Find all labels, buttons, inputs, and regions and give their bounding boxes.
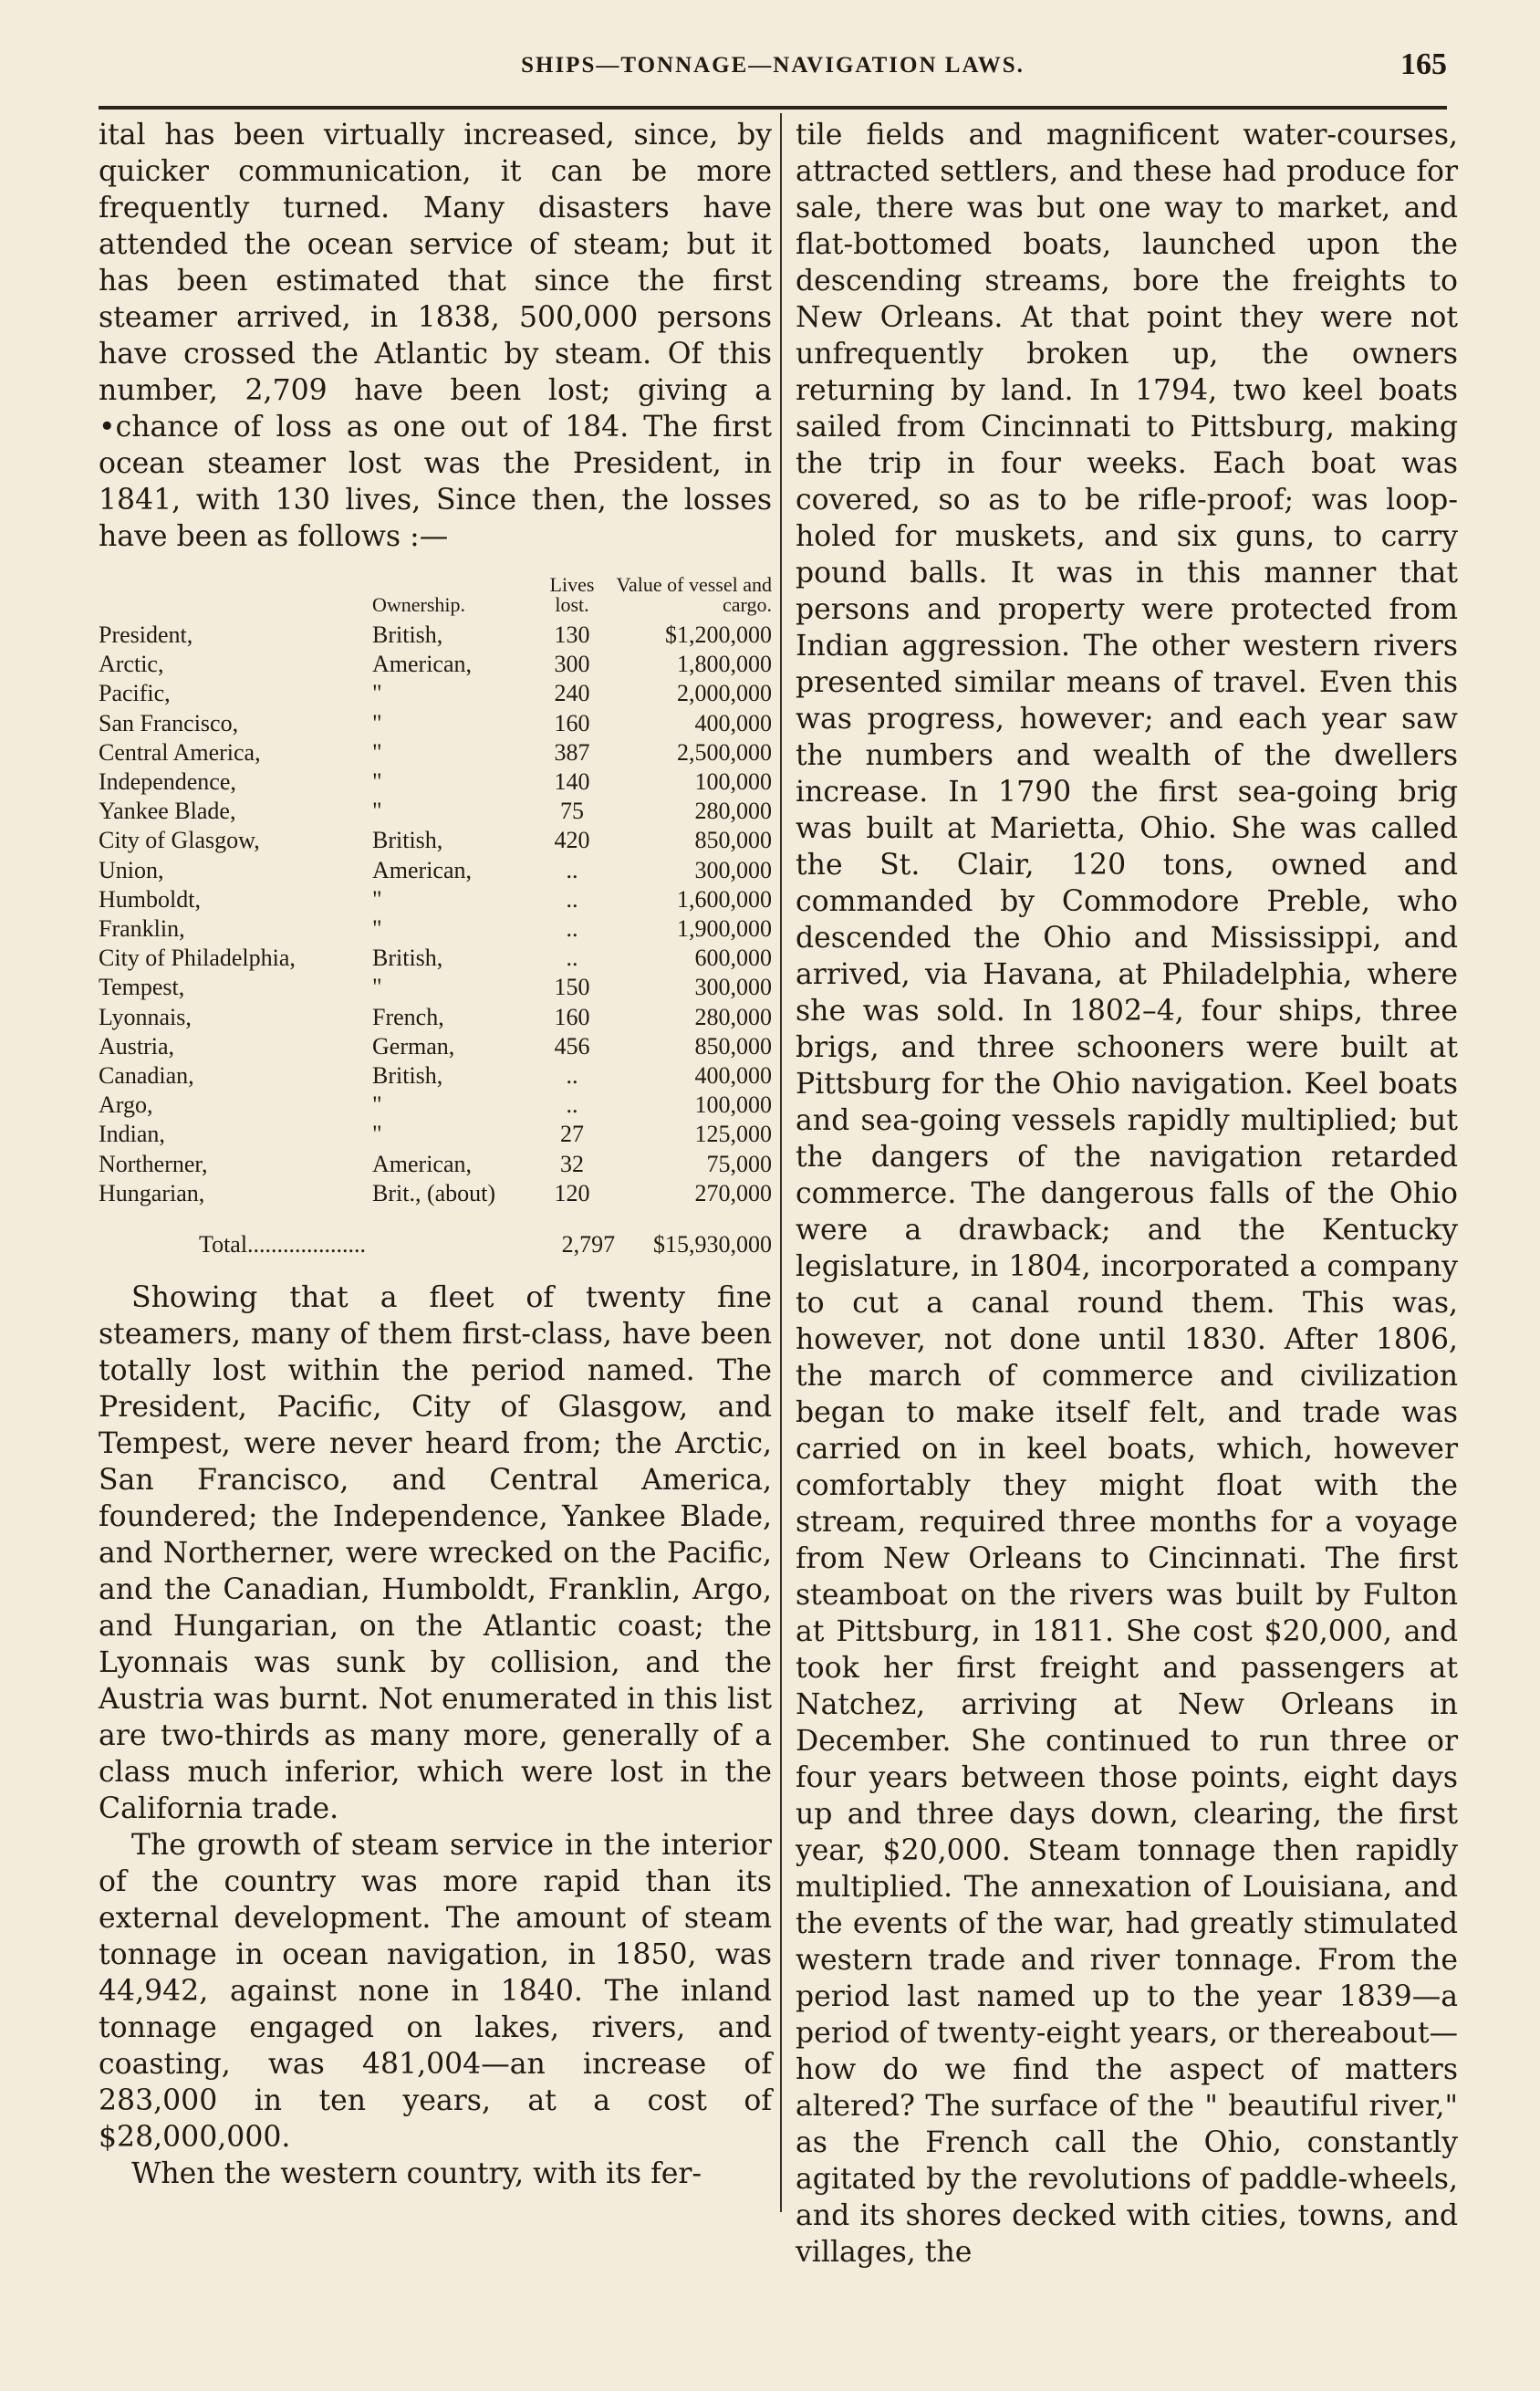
vessel-value: 300,000: [694, 856, 772, 883]
vessel-value: 280,000: [694, 1003, 772, 1030]
table-row: [99, 1061, 772, 1091]
table-row: [99, 650, 772, 679]
ship-name: Independence,: [99, 768, 236, 796]
vessel-value: 270,000: [694, 1179, 772, 1206]
vessel-value: 600,000: [694, 945, 772, 972]
table-row: [99, 1179, 772, 1208]
vessel-value: 1,900,000: [677, 915, 772, 943]
page-header: [99, 47, 1447, 88]
table-row: [99, 944, 772, 973]
vessel-value: 280,000: [694, 798, 772, 825]
ship-name: Pacific,: [99, 680, 171, 707]
lives-lost: ..: [566, 1062, 578, 1090]
table-header-ownership: Ownership.: [372, 593, 466, 616]
vessel-value: 2,000,000: [677, 680, 772, 707]
ship-ownership: American,: [372, 1150, 473, 1177]
vessel-value: 75,000: [706, 1150, 772, 1177]
ship-name: Indian,: [99, 1121, 165, 1148]
table-row: [99, 856, 772, 885]
lives-lost: ..: [566, 885, 578, 913]
table-row: [99, 1150, 772, 1179]
ship-ownership: Brit., (about): [372, 1179, 496, 1206]
ship-name: Lyonnais,: [99, 1003, 192, 1030]
losses-table: [99, 575, 772, 1208]
lives-lost: 456: [554, 1032, 590, 1060]
ship-name: Tempest,: [99, 974, 185, 1001]
ship-ownership: British,: [372, 945, 443, 972]
lives-lost: 420: [554, 827, 590, 854]
vessel-value: 1,600,000: [677, 885, 772, 913]
ship-ownership: ": [372, 1121, 382, 1148]
vessel-value: 125,000: [694, 1121, 772, 1148]
ship-ownership: ": [372, 768, 382, 796]
table-header-row: [99, 575, 772, 621]
vessel-value: 850,000: [694, 827, 772, 854]
lives-lost: 300: [554, 651, 590, 678]
paragraph: When the western country, with its fer-: [131, 2157, 702, 2191]
table-header-value: Value of vessel and cargo.: [616, 573, 772, 616]
ship-ownership: ": [372, 1091, 382, 1119]
ship-ownership: British,: [372, 1062, 443, 1090]
ship-name: Central America,: [99, 738, 261, 766]
lives-lost: 387: [554, 738, 590, 766]
vessel-value: 400,000: [694, 709, 772, 736]
left-column: [99, 117, 772, 2192]
lives-lost: 130: [554, 621, 590, 648]
ship-ownership: French,: [372, 1003, 444, 1030]
table-row: [99, 885, 772, 914]
paragraph: The growth of steam service in the interior of the country was more rapid than its external development. The amount of steam tonnage in ocean navigation, in 1850, was 44,942, against none in 1840. The inland tonnage engaged on lakes, rivers, and coasting, was 481,004—an increase of 283,000 in ten years, at a cost of $28,000,000.: [99, 1829, 772, 2155]
lives-lost: 160: [554, 709, 590, 736]
ship-name: Canadian,: [99, 1062, 194, 1090]
ship-name: City of Glasgow,: [99, 827, 260, 854]
ship-name: Union,: [99, 856, 164, 883]
paragraph: tile fields and magnificent water-courses, attracted settlers, and these had produce for sale, there was but one way to market, and flat-bottomed boats, launched upon the descending streams, bore the freights to New Orleans. At that point they were not unfrequently broken up, the owners returning by land. In 1794, two keel boats sailed from Cincinnati to Pittsburg, making the trip in four weeks. Each boat was covered, so as to be rifle-proof; was loop-holed for muskets, and six guns, to carry pound balls. It was in this manner that persons and property were protected from Indian aggression. The other western rivers presented similar means of travel. Even this was progress, however; and each year saw the numbers and wealth of the dwellers increase. In 1790 the first sea-going brig was built at Marietta, Ohio. She was called the St. Clair, 120 tons, owned and commanded by Commodore Preble, who descended the Ohio and Mississippi, and arrived, via Havana, at Philadelphia, where she was sold. In 1802–4, four ships, three brigs, and three schooners were built at Pittsburg for the Ohio navigation. Keel boats and sea-going vessels rapidly multiplied; but the dangers of the navigation retarded commerce. The dangerous falls of the Ohio were a drawback; and the Kentucky legislature, in 1804, incorporated a company to cut a canal round them. This was, however, not done until 1830. After 1806, the march of commerce and civilization began to make itself felt, and trade was carried on in keel boats, which, however comfortably they might float with the stream, required three months for a voyage from New Orleans to Cincinnati. The first steamboat on the rivers was built by Fulton at Pittsburg, in 1811. She cost $20,000, and took her first freight and passengers at Natchez, arriving at New Orleans in December. She continued to run three or four years between those points, eight days up and three days down, clearing, the first year, $20,000. Steam tonnage then rapidly multiplied. The annexation of Louisiana, and the events of the war, had greatly stimulated western trade and river tonnage. From the period last named up to the year 1839—a period of twenty-eight years, or thereabout—how do we find the aspect of matters altered? The surface of the " beautiful river," as the French call the Ohio, constantly agitated by the revolutions of paddle-wheels, and its shores decked with cities, towns, and villages, the: [796, 119, 1458, 2269]
lives-lost: 32: [560, 1150, 584, 1177]
ship-ownership: ": [372, 974, 382, 1001]
lives-lost: ..: [566, 915, 578, 943]
table-row: [99, 797, 772, 826]
table-row: [99, 826, 772, 855]
lives-lost: ..: [566, 1091, 578, 1119]
ship-name: City of Philadelphia,: [99, 945, 296, 972]
table-row: [99, 973, 772, 1002]
ship-ownership: ": [372, 885, 382, 913]
vessel-value: $1,200,000: [665, 621, 772, 648]
ship-name: President,: [99, 621, 193, 648]
ship-ownership: British,: [372, 621, 443, 648]
total-value: $15,930,000: [653, 1231, 772, 1258]
ship-name: San Francisco,: [99, 709, 239, 736]
total-lives: 2,797: [561, 1231, 616, 1258]
ship-ownership: ": [372, 709, 382, 736]
ship-name: Argo,: [99, 1091, 153, 1119]
lives-lost: ..: [566, 856, 578, 883]
ship-name: Hungarian,: [99, 1179, 205, 1206]
ship-ownership: American,: [372, 856, 473, 883]
ship-ownership: British,: [372, 827, 443, 854]
lives-lost: 27: [560, 1121, 584, 1148]
lives-lost: 240: [554, 680, 590, 707]
lives-lost: 150: [554, 974, 590, 1001]
lives-lost: 160: [554, 1003, 590, 1030]
lives-lost: 75: [560, 798, 584, 825]
table-row: [99, 767, 772, 797]
ship-ownership: German,: [372, 1032, 455, 1060]
total-label: Total....................: [199, 1231, 367, 1258]
ship-ownership: ": [372, 680, 382, 707]
table-row: [99, 914, 772, 944]
right-column: [796, 117, 1458, 2271]
ship-ownership: ": [372, 798, 382, 825]
lives-lost: ..: [566, 945, 578, 972]
header-rule: [99, 106, 1447, 110]
vessel-value: 300,000: [694, 974, 772, 1001]
table-row: [99, 679, 772, 708]
paragraph: ital has been virtually increased, since, by quicker communication, it can be more frequently turned. Many disasters have attended the ocean service of steam; but it has been estimated that since the first steamer arrived, in 1838, 500,000 persons have crossed the Atlantic by steam. Of this number, 2,709 have been lost; giving a •chance of loss as one out of 184. The first ocean steamer lost was the President, in 1841, with 130 lives, Since then, the losses have been as follows :—: [99, 119, 772, 553]
table-row: [99, 1003, 772, 1032]
ship-name: Humboldt,: [99, 885, 201, 913]
vessel-value: 1,800,000: [677, 651, 772, 678]
lives-lost: 120: [554, 1179, 590, 1206]
ship-ownership: American,: [372, 651, 473, 678]
paragraph: Showing that a fleet of twenty fine steamers, many of them first-class, have been totally lost within the period named. The President, Pacific, City of Glasgow, and Tempest, were never heard from; the Arctic, San Francisco, and Central America, foundered; the Independence, Yankee Blade, and Northerner, were wrecked on the Pacific, and the Canadian, Humboldt, Franklin, Argo, and Hungarian, on the Atlantic coast; the Lyonnais was sunk by collision, and the Austria was burnt. Not enumerated in this list are two-thirds as many more, generally of a class much inferior, which were lost in the California trade.: [99, 1281, 772, 1826]
vessel-value: 100,000: [694, 1091, 772, 1119]
table-header-name: [99, 575, 372, 621]
table-total-row: [99, 1227, 772, 1263]
table-row: [99, 1032, 772, 1061]
page-number: 165: [1400, 47, 1447, 81]
column-divider: [780, 113, 782, 2212]
ship-name: Franklin,: [99, 915, 185, 943]
vessel-value: 850,000: [694, 1032, 772, 1060]
table-row: [99, 709, 772, 738]
ship-ownership: ": [372, 738, 382, 766]
running-title: SHIPS—TONNAGE—NAVIGATION LAWS.: [521, 53, 1025, 78]
ship-name: Austria,: [99, 1032, 175, 1060]
table-row: [99, 1091, 772, 1120]
vessel-value: 2,500,000: [677, 738, 772, 766]
table-row: [99, 1120, 772, 1149]
ship-name: Northerner,: [99, 1150, 208, 1177]
vessel-value: 100,000: [694, 768, 772, 796]
ship-ownership: ": [372, 915, 382, 943]
vessel-value: 400,000: [694, 1062, 772, 1090]
table-header-lives: Lives lost.: [549, 573, 595, 616]
ship-name: Yankee Blade,: [99, 798, 236, 825]
lives-lost: 140: [554, 768, 590, 796]
table-row: [99, 621, 772, 650]
ship-name: Arctic,: [99, 651, 164, 678]
table-row: [99, 738, 772, 767]
